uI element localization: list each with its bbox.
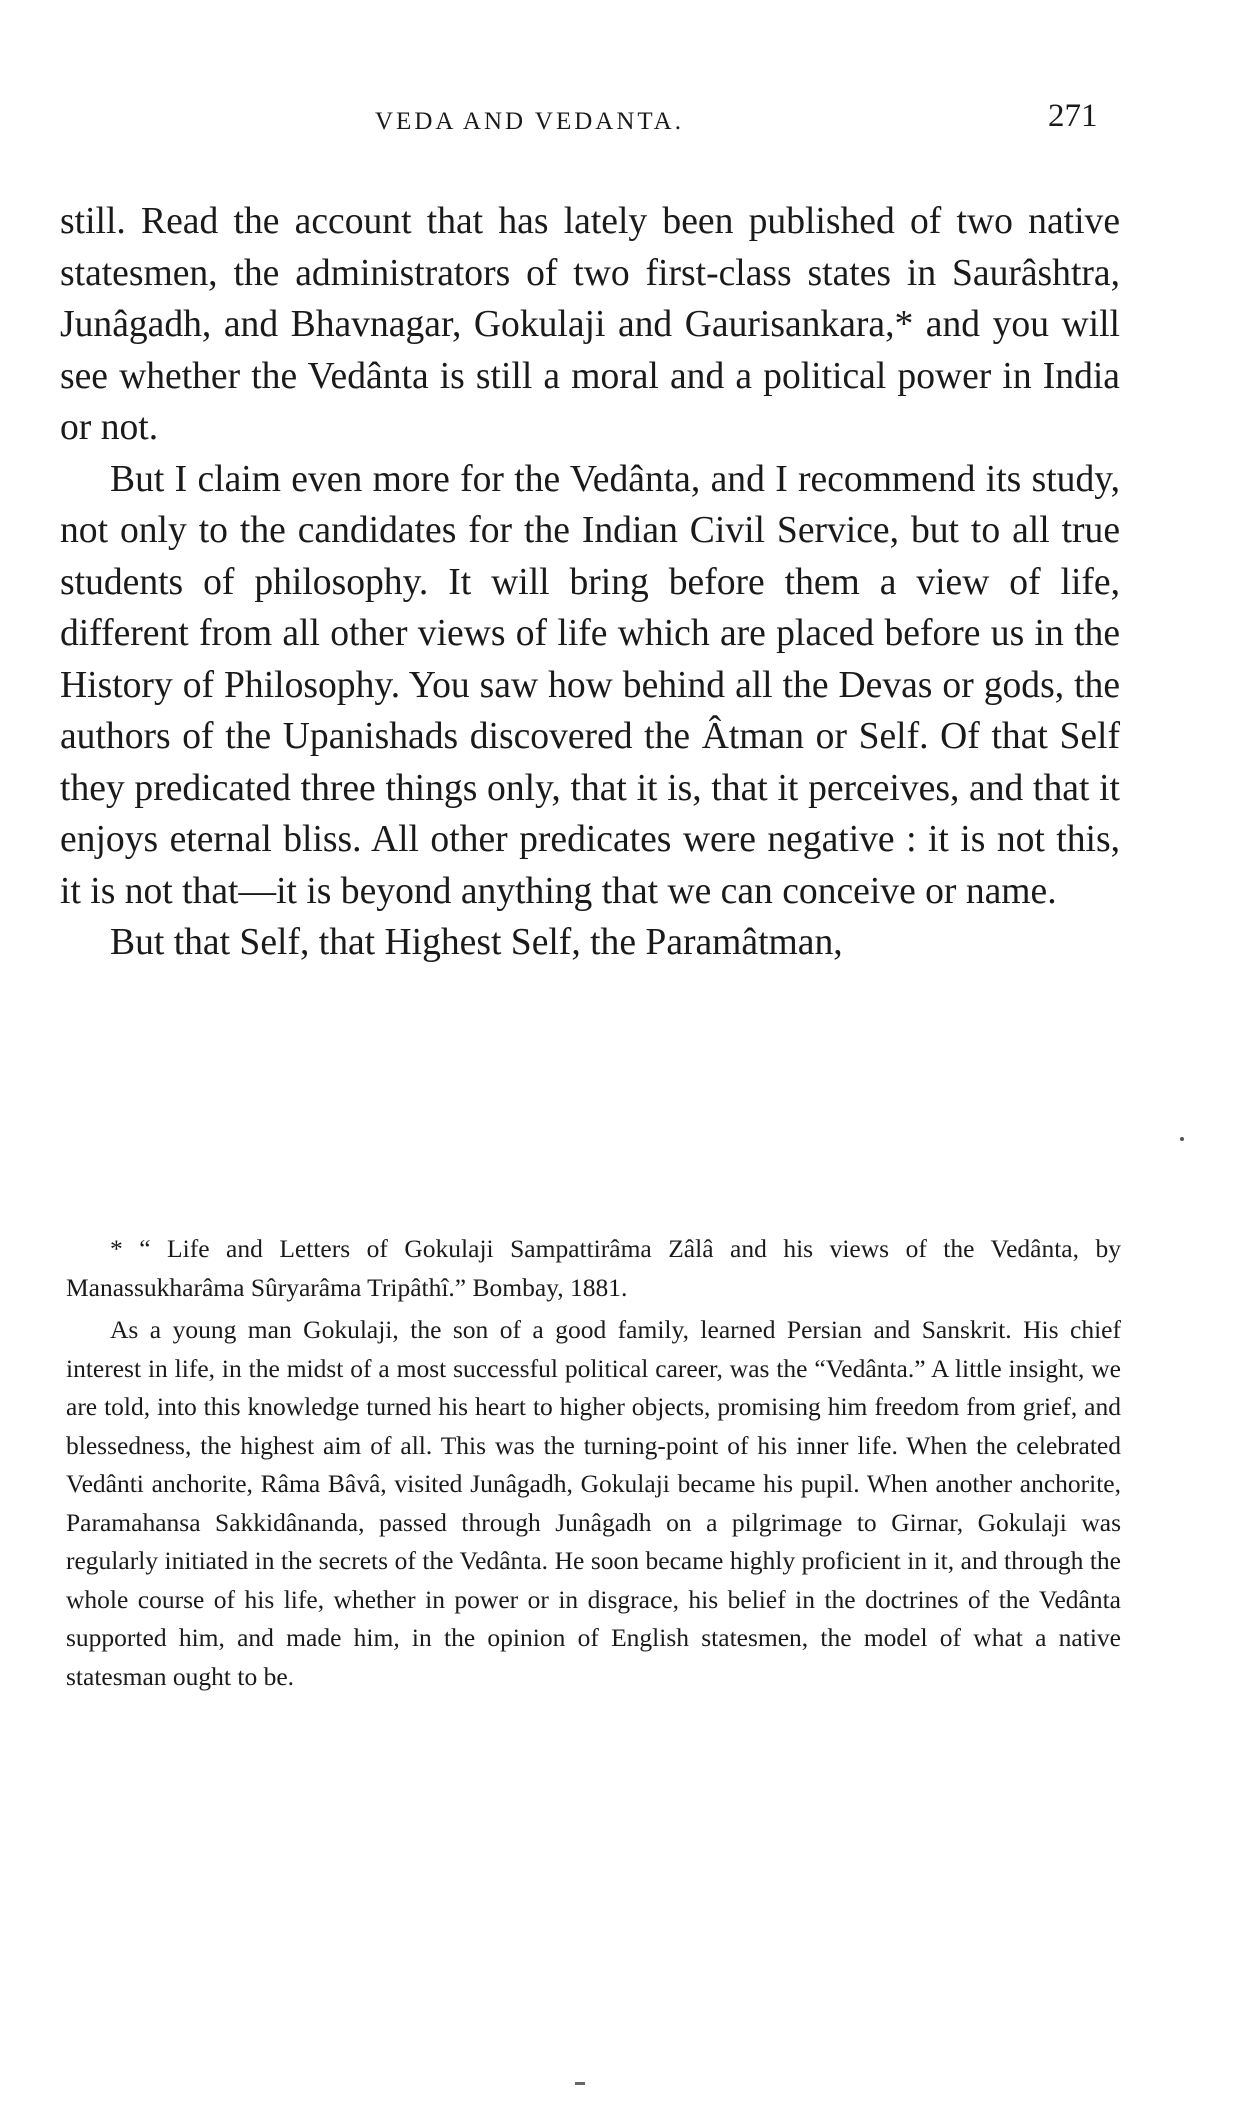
body-paragraph: But I claim even more for the Vedânta, and I recommend its study, not only to the candidates for the Indian Civil Service, but to all true students of philosophy. It will bring before them a view of life, different from all other views of life which are placed before us in the History of Philosophy. You saw how behind all the Devas or gods, the authors of the Upanishads discovered the Âtman or Self. Of that Self they predicated three things only, that it is, that it perceives, and that it enjoys eternal bliss. All other predicates were negative : it is not this, it is not that—it is beyond anything that we can conceive or name. — [60, 458, 1120, 912]
footnote-paragraph: As a young man Gokulaji, the son of a good family, learned Persian and Sanskrit. His chief interest in life, in the midst of a most successful political career, was the “Vedânta.” A little insight, we are told, into this knowledge turned his heart to higher objects, promising him freedom from grief, and blessedness, the highest aim of all. This was the turning-point of his inner life. When the celebrated Vedânti anchorite, Râma Bâvâ, visited Junâgadh, Gokulaji became his pupil. When another anchorite, Paramahansa Sakkidânanda, passed through Junâgadh on a pilgrimage to Girnar, Gokulaji was regularly initiated in the secrets of the Vedânta. He soon became highly proficient in it, and through the whole course of his life, whether in power or in disgrace, his belief in the doctrines of the Vedânta supported him, and made him, in the opinion of English statesmen, the model of what a native statesman ought to be. — [66, 1315, 1121, 1691]
body-paragraph: still. Read the account that has lately been published of two native statesmen, the administrators of two first-class states in Saurâshtra, Junâgadh, and Bhavnagar, Gokulaji and Gaurisankara,* and you will see whether the Vedânta is still a moral and a political power in India or not. — [60, 201, 1120, 448]
footnotes — [66, 1230, 1121, 1696]
margin-mark — [1180, 1137, 1184, 1141]
bottom-mark — [575, 2082, 585, 2085]
main-text — [60, 196, 1120, 969]
footnote-citation: * “ Life and Letters of Gokulaji Sampattirâma Zâlâ and his views of the Vedânta, by Manassukharâma Sûryarâma Tripâthî.” Bombay, 1881. — [66, 1234, 1121, 1302]
page-number: 271 — [1048, 98, 1098, 134]
running-head: VEDA AND VEDANTA. — [375, 108, 684, 135]
body-paragraph: But that Self, that Highest Self, the Paramâtman, — [110, 922, 843, 963]
